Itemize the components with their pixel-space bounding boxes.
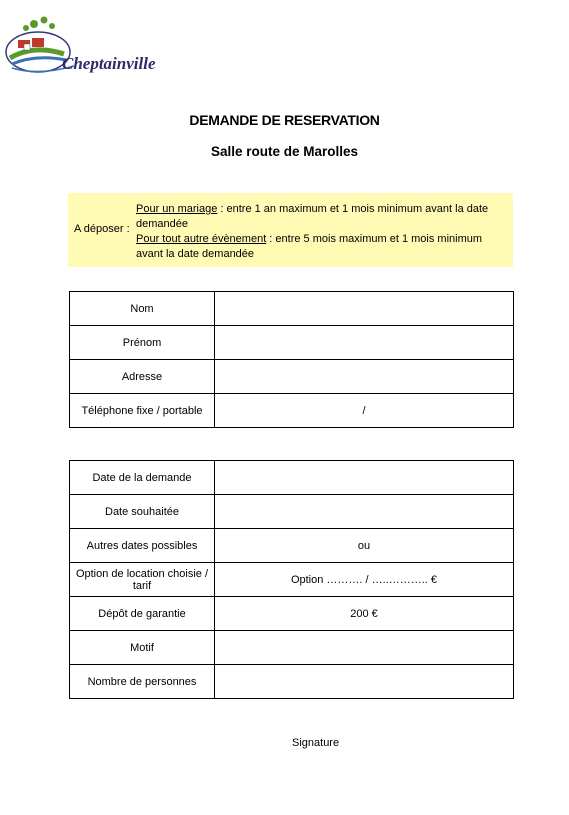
field-adresse[interactable]	[215, 360, 514, 394]
table-row	[70, 563, 514, 597]
logo-text: Cheptainville	[62, 54, 156, 73]
field-autres-dates[interactable]: ou	[215, 529, 514, 563]
table-row	[70, 495, 514, 529]
field-date-souhaitee[interactable]	[215, 495, 514, 529]
identity-table	[69, 291, 514, 428]
table-row	[70, 394, 514, 428]
row-label-date-demande: Date de la demande	[70, 461, 215, 495]
row-label-telephone: Téléphone fixe / portable	[70, 394, 215, 428]
notice-other-text: : entre 5 mois maximum et 1 mois minimum avant la date demandée	[136, 233, 483, 260]
table-row	[70, 665, 514, 699]
reservation-table	[69, 460, 514, 699]
table-row	[70, 529, 514, 563]
field-motif[interactable]	[215, 631, 514, 665]
field-date-demande[interactable]	[215, 461, 514, 495]
field-prenom[interactable]	[215, 326, 514, 360]
document-subtitle: Salle route de Marolles	[210, 144, 359, 159]
row-label-autres-dates: Autres dates possibles	[70, 529, 215, 563]
row-label-nombre-personnes: Nombre de personnes	[70, 665, 215, 699]
field-depot-garantie: 200 €	[215, 597, 514, 631]
row-label-motif: Motif	[70, 631, 215, 665]
field-nombre-personnes[interactable]	[215, 665, 514, 699]
field-telephone[interactable]: /	[215, 394, 514, 428]
field-option-tarif[interactable]: Option ………. / …..……….. €	[215, 563, 514, 597]
document-title: DEMANDE DE RESERVATION	[189, 112, 380, 128]
table-row	[70, 461, 514, 495]
table-row	[70, 326, 514, 360]
notice-wedding-text: : entre 1 an maximum et 1 mois minimum avant la date demandée	[136, 203, 489, 230]
row-label-nom: Nom	[70, 292, 215, 326]
row-label-depot-garantie: Dépôt de garantie	[70, 597, 215, 631]
notice-body	[136, 202, 508, 262]
deposit-notice	[68, 193, 513, 267]
signature-label: Signature	[292, 737, 340, 749]
table-row	[70, 360, 514, 394]
table-row	[70, 292, 514, 326]
logo	[4, 14, 164, 78]
row-label-option-tarif: Option de location choisie / tarif	[70, 563, 215, 597]
row-label-adresse: Adresse	[70, 360, 215, 394]
row-label-date-souhaitee: Date souhaitée	[70, 495, 215, 529]
row-label-prenom: Prénom	[70, 326, 215, 360]
table-row	[70, 631, 514, 665]
notice-wedding-link: Pour un mariage	[136, 203, 218, 215]
table-row	[70, 597, 514, 631]
notice-label: A déposer :	[74, 223, 130, 235]
notice-other-link: Pour tout autre évènement	[136, 233, 267, 245]
field-nom[interactable]	[215, 292, 514, 326]
